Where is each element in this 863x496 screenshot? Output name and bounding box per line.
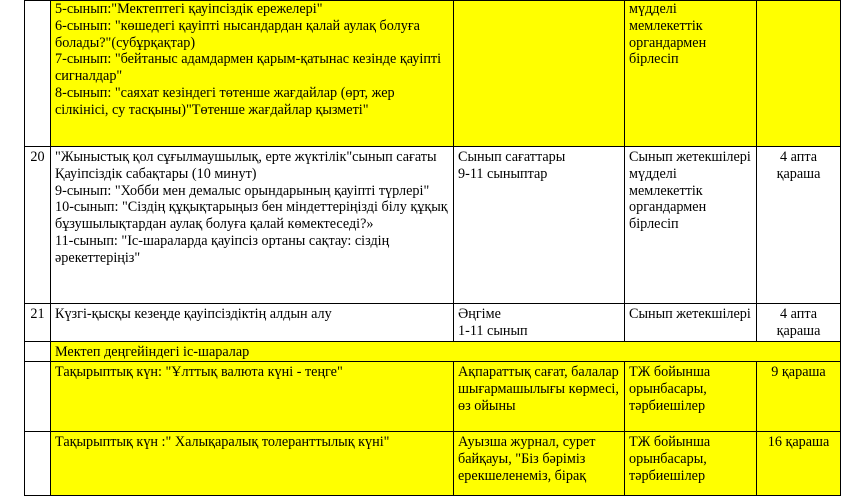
date-cell: 9 қараша [757,362,841,432]
date-cell: 4 апта қараша [757,147,841,304]
event-cell: "Жыныстық қол сұғылмаушылық, ерте жүктілік"сынып сағаты Қауіпсіздік сабақтары (10 минут) 9-сынып: "Хобби мен демалыс орындарының қауіпті түрлері" 10-сынып: "Сіздің құқықтарыңыз бен міндеттеріңізді білу құқық бұзушылықтардан аулақ болуға қалай көмектеседі?» 11-сынып: "Іс-шараларда қауіпсіз ортаны сақтау: сіздің әрекеттеріңіз" [51,147,454,304]
responsible-cell: ТЖ бойынша орынбасары, тәрбиешілер [625,432,757,496]
event-cell: 5-сынып:"Мектептегі қауіпсіздік ережелері" 6-сынып: "көшедегі қауіпті нысандардан қалай аулақ болуға болады?"(субұрқақтар) 7-сынып: "бейтаныс адамдармен қарым-қатынас кезінде қауіпті сигналдар" 8-сынып: "саяхат кезіндегі төтенше жағдайлар (өрт, жер сілкінісі, су тасқыны)"Төтенше жағдайлар қызметі" [51,1,454,147]
table-row [25,304,841,342]
event-cell: Тақырыптық күн: "Ұлттық валюта күні - теңге" [51,362,454,432]
date-cell: 4 апта қараша [757,304,841,342]
form-cell [454,1,625,147]
form-cell: Ауызша журнал, сурет байқауы, "Біз бәріміз ерекшеленеміз, бірақ [454,432,625,496]
responsible-cell: Сынып жетекшілері мүдделі мемлекеттік органдармен бірлесіп [625,147,757,304]
event-cell: Күзгі-қысқы кезеңде қауіпсіздіктің алдын алу [51,304,454,342]
form-cell: Әңгіме 1-11 сынып [454,304,625,342]
table-row [25,147,841,304]
row-number [25,1,51,147]
date-cell: 16 қараша [757,432,841,496]
form-cell: Сынып сағаттары 9-11 сыныптар [454,147,625,304]
date-cell [757,1,841,147]
event-cell: Тақырыптық күн :" Халықаралық толеранттылық күні" [51,432,454,496]
row-number: 20 [25,147,51,304]
row-number [25,432,51,496]
section-row [25,341,841,362]
form-cell: Ақпараттық сағат, балалар шығармашылығы көрмесі, өз ойыны [454,362,625,432]
document-page [24,0,841,496]
responsible-cell: Сынып жетекшілері [625,304,757,342]
events-table [24,0,841,496]
table-row [25,432,841,496]
table-row [25,1,841,147]
responsible-cell: ТЖ бойынша орынбасары, тәрбиешілер [625,362,757,432]
row-number [25,362,51,432]
row-number: 21 [25,304,51,342]
section-heading: Мектеп деңгейіндегі іс-шаралар [51,341,841,362]
responsible-cell: мүдделі мемлекеттік органдармен бірлесіп [625,1,757,147]
table-row [25,362,841,432]
row-number [25,341,51,362]
